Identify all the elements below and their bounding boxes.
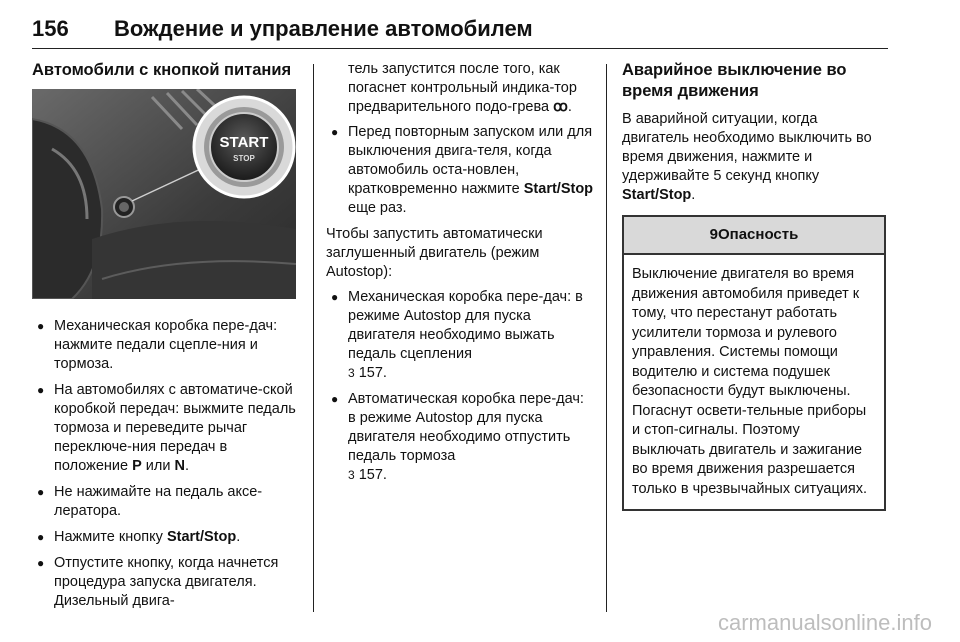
warning-body: Выключение двигателя во время движения автомобиля приведет к тому, что перестанут работать усилители тормоза и рулевого управления. Системы помощи водителю и система подушек безопасности будут выключены. Погаснут освети-тельные приборы и стоп-сигналы. Поэтому выключать двигатель и зажигание во время движения разрешается только в чрезвычайных ситуациях. (632, 266, 867, 497)
page-ref-link[interactable]: 157. (358, 467, 387, 483)
page-ref-icon: 3 (348, 468, 355, 482)
list-item: ● На автомобилях с автоматиче-ской коробкой передач: выжмите педаль тормоза и переведите рычаг переключе-ния передач в положение P или N. (32, 381, 300, 476)
list-item: ● Нажмите кнопку Start/Stop. (32, 528, 300, 547)
page-number: 156 (32, 16, 69, 41)
page-ref-link[interactable]: 157. (358, 365, 387, 381)
column-3 (622, 60, 886, 511)
list-item: ● Автоматическая коробка пере-дач: в режиме Autostop для пуска двигателя необходимо отпустить педаль тормоза 3 157. (326, 390, 594, 485)
list-item: ● Не нажимайте на педаль аксе-лератора. (32, 483, 300, 521)
chapter-title: Вождение и управление автомобилем (114, 16, 533, 41)
watermark: carmanualsonline.info (717, 610, 932, 635)
page-ref-icon: 3 (348, 366, 355, 380)
autostop-paragraph: Чтобы запустить автоматически заглушенный двигатель (режим Autostop): (326, 226, 543, 280)
stop-label: STOP (233, 154, 255, 163)
continued-text: тель запустится после того, как погаснет контрольный индика-тор предварительного подо-грева ꝏ. (348, 61, 577, 115)
dashboard-illustration (32, 89, 296, 299)
page-header (32, 8, 888, 49)
section-heading-power-button: Автомобили с кнопкой питания (32, 61, 292, 79)
list-item: ● Механическая коробка пере-дач: нажмите педали сцепле-ния и тормоза. (32, 317, 300, 374)
warning-title: Опасность (717, 226, 799, 243)
warning-box (622, 215, 886, 511)
column-1 (32, 60, 300, 618)
list-item: ● Механическая коробка пере-дач: в режиме Autostop для пуска двигателя необходимо выжать педаль сцепления 3 157. (326, 288, 594, 383)
glow-plug-icon: ꝏ (553, 99, 568, 115)
start-button-figure (32, 89, 296, 299)
start-label: START (219, 134, 269, 151)
column-divider-2 (606, 64, 607, 612)
warning-triangle-icon: 9 (709, 226, 718, 243)
column-2 (326, 60, 594, 492)
list-item: ● Отпустите кнопку, когда начнется процедура запуска двигателя. Дизельный двига- (32, 554, 300, 611)
warning-header (624, 217, 884, 255)
emergency-paragraph: В аварийной ситуации, когда двигатель необходимо выключить во время движения, нажмите и удерживайте 5 секунд кнопку Start/Stop. (622, 111, 872, 203)
list-item: ● Перед повторным запуском или для выключения двига-теля, когда автомобиль оста-новлен, кратковременно нажмите Start/Stop еще раз. (326, 123, 594, 218)
section-heading-emergency-shutdown: Аварийное выключение во время движения (622, 61, 847, 100)
column-divider-1 (313, 64, 314, 612)
